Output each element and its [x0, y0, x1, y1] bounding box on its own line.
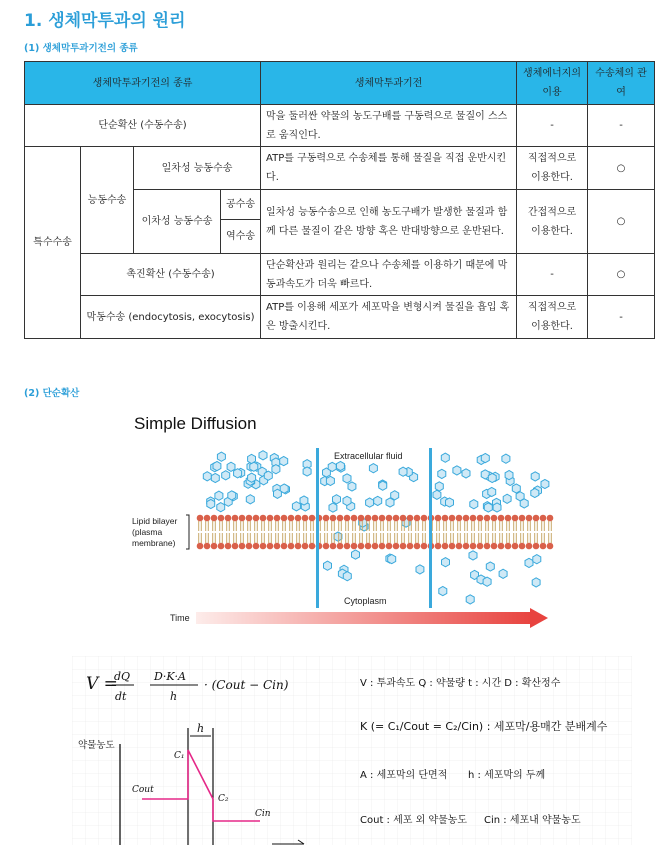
partition-coefficient: K (= C₁/Cout = C₂/Cin) : 세포막/용매간 분배계수 — [360, 720, 608, 733]
molecule — [532, 578, 540, 587]
formula-h: h — [170, 690, 178, 703]
table-row — [25, 254, 655, 296]
lipid-head — [365, 515, 372, 522]
cell-desc: ATP를 구동력으로 수송체를 통해 물질을 직접 운반시킨다. — [261, 147, 517, 190]
table-row — [25, 147, 655, 190]
graph-c1-label: C₁ — [174, 751, 185, 761]
lipid-head — [225, 515, 232, 522]
cell-carrier: - — [588, 296, 655, 339]
molecule — [274, 489, 282, 498]
molecule — [439, 587, 447, 596]
molecule — [483, 577, 491, 586]
molecule — [462, 469, 470, 478]
lipid-head — [512, 543, 519, 550]
lipid-head — [309, 515, 316, 522]
molecule — [499, 569, 507, 578]
molecule — [531, 488, 539, 497]
molecule — [203, 472, 211, 481]
molecule — [435, 482, 443, 491]
molecule — [505, 471, 513, 480]
molecule — [333, 495, 341, 504]
lipid-head — [540, 515, 547, 522]
lipid-head — [246, 543, 253, 550]
molecule — [416, 565, 424, 574]
handwritten-notes — [72, 656, 632, 845]
lipid-head — [246, 515, 253, 522]
lipid-head — [288, 543, 295, 550]
cell-desc: ATP를 이용해 세포가 세포막을 변형시켜 물질을 흡입 혹은 방출시킨다. — [261, 296, 517, 339]
cell-type: 이차성 능동수송 — [134, 190, 221, 254]
molecule — [493, 503, 501, 512]
lipid-head — [456, 543, 463, 550]
molecule — [369, 464, 377, 473]
header-energy: 생체에너지의 이용 — [517, 62, 588, 105]
molecule — [388, 555, 396, 564]
cell-desc: 단순확산과 원리는 같으나 수송체를 이용하기 때문에 막동과속도가 더욱 빠르다. — [261, 254, 517, 296]
molecule — [207, 499, 215, 508]
lipid-head — [421, 515, 428, 522]
lipid-head — [470, 543, 477, 550]
lipid-head — [526, 543, 533, 550]
molecule — [292, 502, 300, 511]
molecule — [215, 491, 223, 500]
cell-carrier: ○ — [588, 254, 655, 296]
lipid-head — [274, 543, 281, 550]
molecule — [272, 465, 280, 474]
cell-symport: 공수송 — [221, 190, 261, 220]
lipid-head — [260, 543, 267, 550]
molecule — [533, 555, 541, 564]
lipid-head — [288, 515, 295, 522]
lipid-head — [477, 543, 484, 550]
definition-cin: Cin : 세포내 약물농도 — [484, 815, 581, 826]
lipid-head — [197, 543, 204, 550]
molecule — [446, 498, 454, 507]
lipid-head — [379, 515, 386, 522]
lipid-head — [204, 515, 211, 522]
lipid-head — [456, 515, 463, 522]
cell-carrier: ○ — [588, 190, 655, 254]
molecule — [470, 500, 478, 509]
lipid-head — [344, 515, 351, 522]
formula-dt: dt — [115, 690, 127, 703]
molecule — [217, 452, 225, 461]
molecule — [481, 454, 489, 463]
lipid-head — [323, 543, 330, 550]
molecule — [280, 457, 288, 466]
formula-v: V = — [86, 674, 118, 694]
molecule — [246, 495, 254, 504]
lipid-head — [295, 515, 302, 522]
bilayer-bracket — [186, 515, 189, 549]
cell-active-transport: 능동수송 — [81, 147, 134, 254]
molecule — [222, 471, 230, 480]
molecule — [348, 482, 356, 491]
simple-diffusion-diagram — [120, 404, 560, 634]
molecule — [453, 466, 461, 475]
molecule — [438, 469, 446, 478]
lipid-label: membrane) — [132, 538, 176, 548]
subsection-title-simple-diffusion: (2) 단순확산 — [24, 388, 80, 399]
molecule — [211, 473, 219, 482]
molecule — [503, 494, 511, 503]
molecule — [433, 490, 441, 499]
lipid-head — [267, 543, 274, 550]
graph-y-label: 약물농도 — [78, 740, 115, 751]
molecule — [343, 496, 351, 505]
header-type: 생체막투과기전의 종류 — [25, 62, 261, 105]
cell-energy: 직접적으로 이용한다. — [517, 147, 588, 190]
cell-energy: 간접적으로 이용한다. — [517, 190, 588, 254]
lipid-head — [239, 515, 246, 522]
lipid-head — [337, 515, 344, 522]
time-arrow — [196, 612, 532, 624]
molecule — [217, 503, 225, 512]
lipid-head — [484, 515, 491, 522]
lipid-head — [393, 543, 400, 550]
molecule — [300, 496, 308, 505]
molecule — [234, 469, 242, 478]
lipid-head — [218, 515, 225, 522]
molecule — [399, 467, 407, 476]
lipid-head — [449, 543, 456, 550]
lipid-head — [519, 543, 526, 550]
cell-special-transport: 특수수송 — [25, 147, 81, 339]
molecule — [386, 498, 394, 507]
lipid-head — [351, 543, 358, 550]
molecule — [324, 561, 332, 570]
lipid-head — [281, 543, 288, 550]
molecule — [484, 503, 492, 512]
lipid-head — [379, 543, 386, 550]
lipid-head — [358, 515, 365, 522]
cell-energy: 직접적으로 이용한다. — [517, 296, 588, 339]
time-label: Time — [170, 613, 190, 623]
lipid-head — [414, 515, 421, 522]
lipid-head — [421, 543, 428, 550]
molecule — [329, 503, 337, 512]
cytoplasm-label: Cytoplasm — [344, 596, 387, 606]
cell-desc: 일차성 능동수송으로 인해 농도구배가 발생한 물질과 함께 다른 물질이 같은 방향 혹은 반대방향으로 운반된다. — [261, 190, 517, 254]
formula-dka: D·K·A — [154, 670, 186, 683]
table-row — [25, 296, 655, 339]
lipid-head — [547, 543, 554, 550]
molecule — [525, 558, 533, 567]
lipid-bilayer — [197, 515, 554, 550]
lipid-head — [281, 515, 288, 522]
lipid-head — [484, 543, 491, 550]
molecule — [334, 532, 342, 541]
formula-tail: · (Cout − Cin) — [204, 678, 289, 692]
lipid-head — [393, 515, 400, 522]
lipid-head — [505, 515, 512, 522]
molecule — [248, 473, 256, 482]
molecule — [366, 498, 374, 507]
molecule — [343, 474, 351, 483]
molecule — [442, 558, 450, 567]
lipid-head — [211, 515, 218, 522]
lipid-head — [407, 543, 414, 550]
lipid-head — [505, 543, 512, 550]
lipid-head — [449, 515, 456, 522]
lipid-head — [232, 515, 239, 522]
subsection-title-types: (1) 생체막투과기전의 종류 — [24, 43, 138, 54]
cell-type: 단순확산 (수동수송) — [25, 105, 261, 147]
header-mechanism: 생체막투과기전 — [261, 62, 517, 105]
graph-cin-label: Cin — [255, 809, 271, 819]
lipid-head — [435, 515, 442, 522]
table-row — [25, 105, 655, 147]
lipid-head — [400, 543, 407, 550]
molecule — [343, 572, 351, 581]
lipid-label: Lipid bilayer — [132, 516, 178, 526]
lipid-head — [225, 543, 232, 550]
molecule — [374, 496, 382, 505]
lipid-head — [295, 543, 302, 550]
lipid-head — [232, 543, 239, 550]
lipid-head — [470, 515, 477, 522]
lipid-head — [414, 543, 421, 550]
molecule — [337, 461, 345, 470]
lipid-head — [512, 515, 519, 522]
table-header-row — [25, 62, 655, 105]
definition-cout: Cout : 세포 외 약물농도 — [360, 815, 468, 826]
cell-energy: - — [517, 105, 588, 147]
lipid-head — [372, 515, 379, 522]
molecule — [379, 481, 387, 490]
lipid-head — [302, 543, 309, 550]
molecule — [469, 551, 477, 560]
lipid-head — [463, 543, 470, 550]
lipid-head — [309, 543, 316, 550]
channel-wall-right — [429, 448, 432, 608]
molecule — [488, 487, 496, 496]
lipid-head — [533, 515, 540, 522]
lipid-head — [491, 515, 498, 522]
molecule — [531, 472, 539, 481]
extracellular-label: Extracellular fluid — [334, 451, 403, 461]
lipid-head — [197, 515, 204, 522]
lipid-head — [260, 515, 267, 522]
lipid-head — [218, 543, 225, 550]
lipid-head — [463, 515, 470, 522]
lipid-head — [253, 543, 260, 550]
definition-thickness: h : 세포막의 두께 — [468, 770, 546, 781]
lipid-head — [547, 515, 554, 522]
cell-type: 일차성 능동수송 — [134, 147, 261, 190]
molecule — [248, 454, 256, 463]
molecule — [328, 462, 336, 471]
lipid-head — [351, 515, 358, 522]
lipid-head — [540, 543, 547, 550]
lipid-head — [407, 515, 414, 522]
lipid-head — [386, 543, 393, 550]
molecule — [352, 550, 360, 559]
lipid-head — [400, 515, 407, 522]
molecule — [486, 562, 494, 571]
molecule — [303, 467, 311, 476]
transport-table — [24, 61, 655, 339]
cell-desc: 막을 둘러싼 약물의 농도구배를 구동력으로 물질이 스스로 움직인다. — [261, 105, 517, 147]
molecule — [228, 491, 236, 500]
molecule — [516, 492, 524, 501]
molecule — [227, 462, 235, 471]
molecule — [466, 595, 474, 604]
definition-area: A : 세포막의 단면적 — [360, 770, 448, 781]
lipid-head — [358, 543, 365, 550]
diagram-title: Simple Diffusion — [134, 414, 257, 433]
lipid-head — [211, 543, 218, 550]
molecule — [488, 473, 496, 482]
molecule — [213, 462, 221, 471]
lipid-head — [365, 543, 372, 550]
lipid-label: (plasma — [132, 527, 163, 537]
lipid-head — [239, 543, 246, 550]
lipid-head — [330, 515, 337, 522]
definitions-line: V : 투과속도 Q : 약물량 t : 시간 D : 확산정수 — [360, 678, 561, 689]
graph-h-label: h — [197, 722, 205, 735]
molecule — [264, 471, 272, 480]
lipid-head — [302, 515, 309, 522]
lipid-head — [372, 543, 379, 550]
cell-antiport: 역수송 — [221, 220, 261, 254]
molecule — [441, 453, 449, 462]
graph-c2-label: C₂ — [218, 794, 229, 804]
molecule — [502, 454, 510, 463]
lipid-head — [267, 515, 274, 522]
lipid-head — [491, 543, 498, 550]
lipid-head — [442, 543, 449, 550]
lipid-head — [498, 543, 505, 550]
molecule — [541, 479, 549, 488]
channel-wall-left — [316, 448, 319, 608]
cell-type: 막동수송 (endocytosis, exocytosis) — [81, 296, 261, 339]
lipid-head — [526, 515, 533, 522]
graph-cout-label: Cout — [132, 785, 154, 795]
section-title: 1. 생체막투과의 원리 — [24, 11, 186, 31]
lipid-head — [435, 543, 442, 550]
lipid-head — [253, 515, 260, 522]
cell-type: 촉진확산 (수동수송) — [81, 254, 261, 296]
header-carrier: 수송체의 관여 — [588, 62, 655, 105]
cell-energy: - — [517, 254, 588, 296]
lipid-head — [498, 515, 505, 522]
lipid-head — [330, 543, 337, 550]
cell-carrier: - — [588, 105, 655, 147]
lipid-head — [274, 515, 281, 522]
lipid-head — [533, 543, 540, 550]
lipid-head — [519, 515, 526, 522]
cell-carrier: ○ — [588, 147, 655, 190]
lipid-head — [477, 515, 484, 522]
lipid-head — [386, 515, 393, 522]
lipid-head — [204, 543, 211, 550]
molecule — [326, 476, 334, 485]
lipid-head — [442, 515, 449, 522]
formula-dq: dQ — [114, 670, 131, 683]
lipid-head — [323, 515, 330, 522]
lipid-head — [337, 543, 344, 550]
time-arrow-head — [530, 608, 548, 628]
molecule — [259, 451, 267, 460]
lipid-head — [344, 543, 351, 550]
